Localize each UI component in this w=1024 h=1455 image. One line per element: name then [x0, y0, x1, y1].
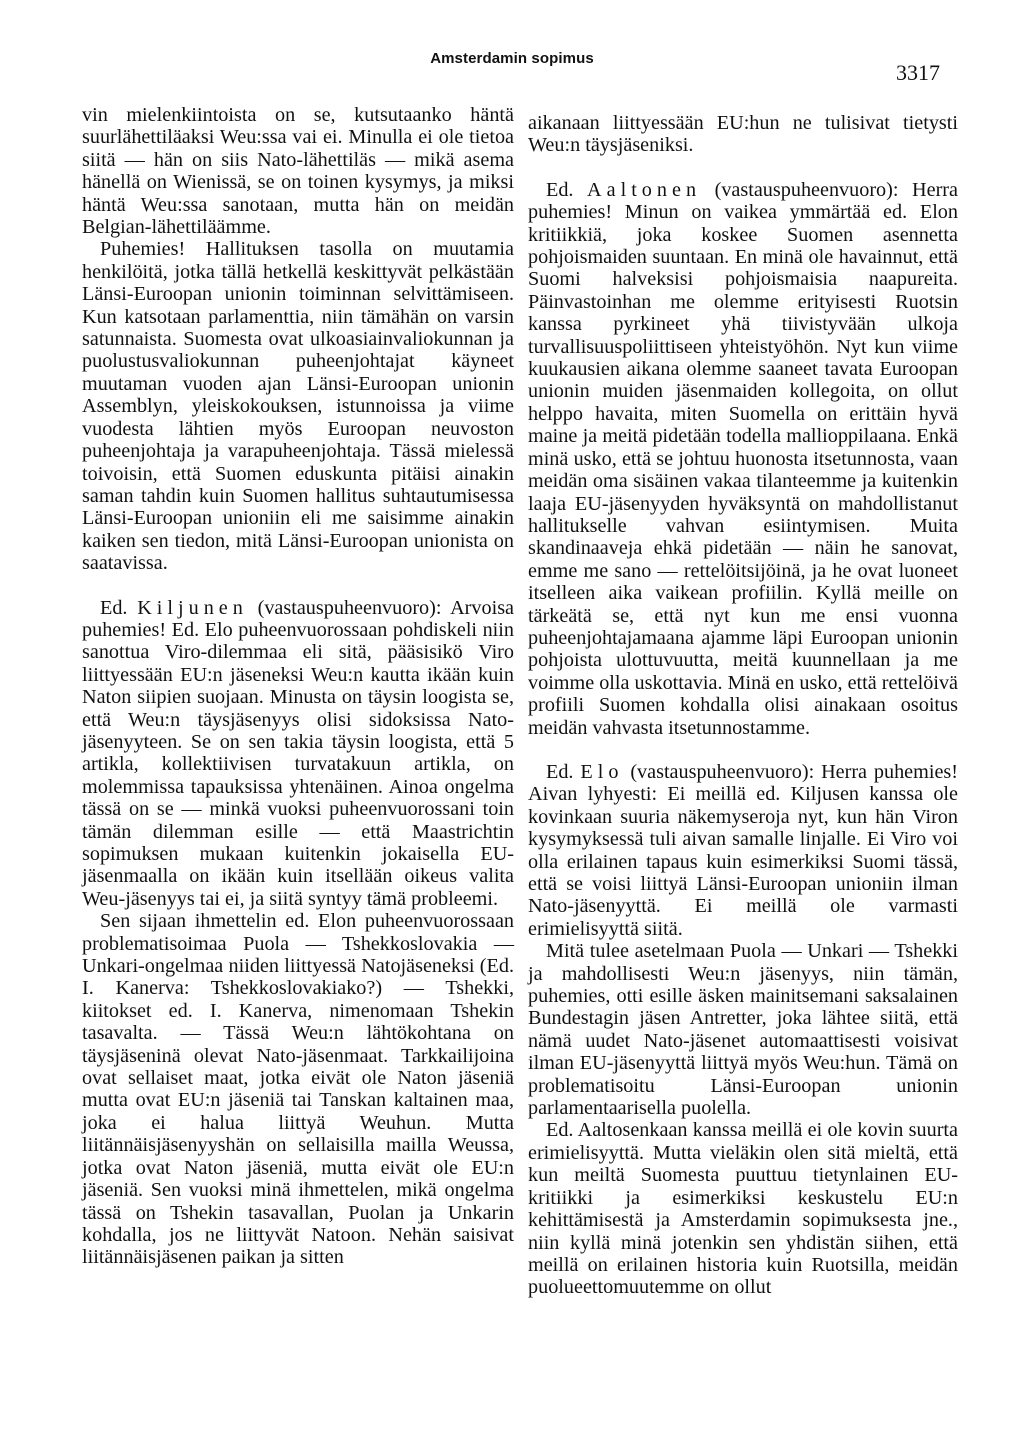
paragraph: Mitä tulee asetelmaan Puola — Unkari — Tshekki ja mahdollisesti Weu:n jäsenyys, niin tämän, puhemies, otti esille äsken mainitsemani saksalainen Bundestagin jäsen Antretter, joka lähtee siitä, että nämä uudet Nato-jäsenet automaattisesti voisivat ilman EU-jäsenyyttä liittyä myös Weu:hun. Tämä on problematisoitu Länsi-Euroopan unionin parlamentaarisella puolella. — [528, 940, 958, 1120]
speech-paragraph — [528, 179, 958, 739]
speech-text: (vastauspuheenvuoro): Herra puhemies! Minun on vaikea ymmärtää ed. Elon kritiikkiä, joka koskee Suomen asennetta pohjoismaiden suuntaan. En minä ole havainnut, että Suomi halveksisi pohjoismaisia naapureita. Päinvastoinhan me olemme erityisesti Ruotsin kanssa pyrkineet yhä tiivistyvään ulkoja turvallisuuspoliittiseen yhteistyöhön. Nyt kun viime kuukausien aikana olemme saaneet tavata Euroopan unionin muiden jäsenmaiden kollegoita, on ollut helppo havaita, miten Suomella on erittäin hyvä maine ja meitä pidetään todella mallioppilaana. Enkä minä usko, että se johtuu huonosta itsetunnosta, vaan meidän oma sisäinen vakaa tilanteemme ja kuitenkin laaja EU-jäsenyyden hyväksyntä on mahdollistanut hallitukselle vahvan esiintymisen. Muita skandinaaveja ehkä pidetään — näin he sanovat, emme me sano — rettelöitsijöinä, ja he ovat luoneet itselleen aika vaikean profiilin. Kyllä meille on tärkeätä se, että nyt kun me ensi vuonna puheenjohtajamaana ajamme läpi Euroopan unionin pohjoista ulottuvuutta, meitä kuunnellaan ja me voimme olla uskottavia. Minä en usko, että rettelöivä profiili Suomen kohdalla olisi ainakaan osoitus meidän vahvasta itsetunnostamme. — [528, 178, 958, 739]
speaker-name: Kiljunen — [137, 596, 248, 619]
paragraph: vin mielenkiintoista on se, kutsutaanko häntä suurlähettiläaksi Weu:ssa vai ei. Minulla ei ole tietoa siitä — hän on siis Nato-lähettiläs — mikä asema hänellä on Wienissä, se on toinen kysymys, ja miksi häntä Weu:ssa sanotaan, mutta hän on meidän Belgian-lähettiläämme. — [82, 104, 514, 239]
paragraph: Puhemies! Hallituksen tasolla on muutamia henkilöitä, jotka tällä hetkellä keskittyvät pelkästään Länsi-Euroopan unionin toiminnan selvittämiseen. Kun katsotaan parlamenttia, niin tämähän on varsin satunnaista. Suomesta ovat ulkoasiainvaliokunnan ja puolustusvaliokunnan puheenjohtajat käyneet muutaman vuoden ajan Länsi-Euroopan unionin Assemblyn, yleiskokouksen, istunnoissa ja viime vuodesta lähtien myös Euroopan neuvoston puheenjohtaja ja varapuheenjohtaja. Tässä mielessä toivoisin, että Suomen eduskunta pitäisi ainakin saman tahdin kuin Suomen hallitus suhtautumisessa Länsi-Euroopan unioniin eli me saisimme ainakin kaiken sen tiedon, mitä Länsi-Euroopan unionista on saatavissa. — [82, 238, 514, 575]
speech-paragraph — [82, 597, 514, 911]
paragraph: aikanaan liittyessään EU:hun ne tulisivat tietysti Weu:n täysjäseniksi. — [528, 112, 958, 157]
right-column — [528, 112, 958, 1299]
speech-text: (vastauspuheenvuoro): Herra puhemies! Aivan lyhyesti: Ei meillä ed. Kiljusen kanssa ole kovinkaan suuria näkemyseroja nyt, kun hän Viron kysymyksessä tuli aivan samalle linjalle. Ei Viro voi olla erilainen tapaus kuin esimerkiksi Suomi tässä, että se voisi liittyä Länsi-Euroopan unioniin ilman Nato-jäsenyyttä. Ei meillä ole varmasti erimielisyyttä siitä. — [528, 760, 958, 940]
speech-paragraph — [528, 761, 958, 940]
left-column — [82, 104, 514, 1269]
page-number: 3317 — [896, 60, 940, 85]
speech-prefix: Ed. — [546, 760, 574, 783]
paragraph: Ed. Aaltosenkaan kanssa meillä ei ole kovin suurta erimielisyyttä. Mutta vieläkin olen sitä mieltä, että kun meiltä Suomesta puuttuu tietynlainen EU-kritiikki ja esimerkiksi keskustelu EU:n kehittämisestä ja Amsterdamin sopimuksesta jne., niin kyllä minä jotenkin sen yhdistän siihen, että meillä on erilainen historia kuin Ruotsilla, meidän puolueettomuutemme on ollut — [528, 1119, 958, 1299]
speaker-name: Elo — [580, 760, 624, 783]
speech-prefix: Ed. — [100, 596, 128, 619]
speaker-name: Aaltonen — [587, 178, 702, 201]
running-header-title: Amsterdamin sopimus — [430, 50, 594, 67]
speech-prefix: Ed. — [546, 178, 574, 201]
speech-text: (vastauspuheenvuoro): Arvoisa puhemies! Ed. Elo puheenvuorossaan pohdiskeli niin sanottua Viro-dilemmaa eli sitä, pääsisikö Viro liittyessään EU:n jäseneksi Weu:n kautta ikään kuin Naton siipien suojaan. Minusta on täysin loogista se, että Weu:n täysjäsenyys olisi sidoksissa Nato-jäsenyyteen. Se on sen takia täysin loogista, että 5 artikla, kollektiivisen turvatakuun artikla, on molemmissa tapauksissa yhtenäinen. Ainoa ongelma tässä on se — minkä vuoksi puheenvuorossani toin tämän dilemman esille — että Maastrichtin sopimuksen mukaan kuitenkin jokaisella EU-jäsenmaalla on ikään kuin itsellään oikeus valita Weu-jäsenyys tai ei, ja siitä syntyy tämä probleemi. — [82, 596, 515, 910]
paragraph: Sen sijaan ihmettelin ed. Elon puheenvuorossaan problematisoimaa Puola — Tshekkoslovakia — Unkari-ongelmaa niiden liittyessä Natojäseneksi (Ed. I. Kanerva: Tshekkoslovakiako?) — Tshekki, kiitokset ed. I. Kanerva, nimenomaan Tshekin tasavalta. — Tässä Weu:n lähtökohtana on täysjäseninä olevat Nato-jäsenmaat. Tarkkailijoina ovat sellaiset maat, jotka eivät ole Naton jäseniä mutta ovat EU:n jäseniä tai Tanskan kaltainen maa, joka ei halua liittyä Weuhun. Mutta liitännäisjäsenyyshän on sellaisilla mailla Weussa, jotka ovat Naton jäseniä, mutta eivät ole EU:n jäseniä. Sen vuoksi minä ihmettelen, mikä ongelma tässä on Tshekin tasavallan, Puolan ja Unkarin kohdalla, jos ne liittyvät Natoon. Nehän saisivat liitännäisjäsenen paikan ja sitten — [82, 910, 514, 1269]
